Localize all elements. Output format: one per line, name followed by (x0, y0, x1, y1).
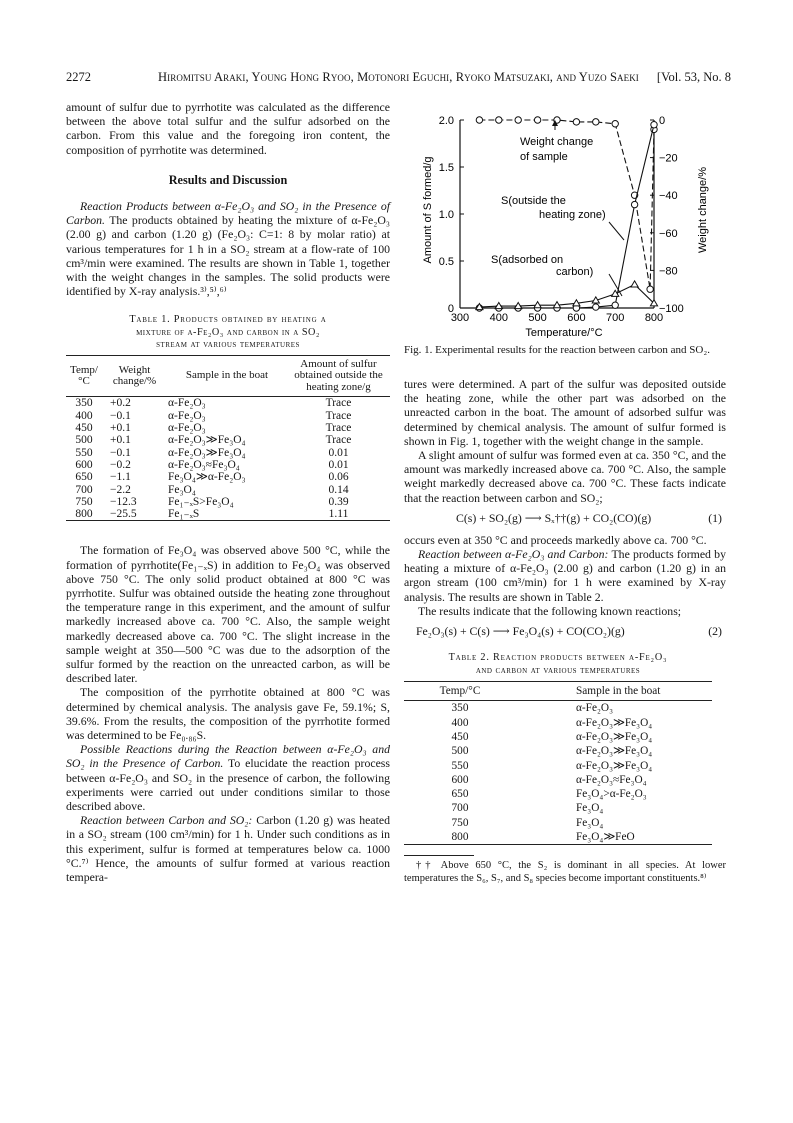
subheading: Reaction Products between α-Fe₂O₃ and SO₂ in the Presence of Carbon. (66, 199, 390, 228)
cell-sulfur: Trace (325, 409, 352, 422)
cell-sample: α-Fe₂O₃ (168, 409, 206, 422)
table-row (66, 496, 390, 508)
cell-weight: −0.1 (110, 409, 131, 422)
y-right-tick-label: −80 (659, 265, 678, 278)
section-title: Results and Discussion (168, 172, 288, 187)
cell-weight: −12.3 (110, 495, 137, 508)
cell-sample: α-Fe₂O₃≫Fe₃O₄ (168, 434, 246, 447)
author-list: Hiromitsu Araki, Young Hong Ryoo, Motonori Eguchi, Ryoko Matsuzaki, and Yuzo Saeki (158, 70, 639, 84)
y-left-tick-label: 0.5 (438, 256, 454, 268)
cell-temp: 350 (75, 397, 93, 410)
subheading: Possible Reactions during the Reaction between α-Fe₂O₃ and SO₂ in the Presence of Carbon. (66, 742, 390, 771)
annotation-outside-line1: S(outside the (501, 195, 566, 207)
table-row (404, 759, 712, 773)
table-row (66, 508, 390, 521)
annotation-adsorbed-line1: S(adsorbed on (491, 254, 564, 266)
table-row (404, 787, 712, 801)
footnote: †† Above 650 °C, the S₂ is dominant in all species. At lower temperatures the S₆, S₇, and S₈ species become important constituents.⁸⁾ (404, 860, 726, 884)
cell-weight: +0.1 (110, 434, 131, 447)
cell-temp: 400 (75, 409, 93, 422)
cell-temp: 550 (451, 759, 469, 772)
cell-sulfur: 0.01 (328, 446, 349, 459)
slight-amount-paragraph: A slight amount of sulfur was formed even at ca. 350 °C, and the amount was markedly increased above ca. 700 °C. Also, the sample weight markedly decreased above ca. 700 °C. These facts indicate that the reaction between carbon and SO₂; (404, 448, 726, 505)
data-point (476, 117, 482, 123)
data-point (593, 304, 599, 310)
y-axis-right-label: Weight change/% (697, 166, 709, 254)
column-header: Sample in the boat (576, 685, 661, 698)
data-point (631, 201, 637, 207)
equation-2-formula: Fe₂O₃(s) + C(s) ⟶ Fe₃O₄(s) + CO(CO₂)(g) (416, 624, 625, 639)
cell-sample: α-Fe₂O₃ (168, 397, 206, 410)
table-row (404, 801, 712, 815)
table-row (66, 447, 390, 459)
left-column (66, 100, 390, 884)
y-left-tick-label: 0 (447, 303, 454, 315)
cell-temp: 800 (451, 831, 469, 844)
equation-1 (404, 509, 726, 529)
cell-sample: α-Fe₂O₃≈Fe₃O₄ (576, 773, 647, 786)
page-number: 2272 (66, 70, 91, 84)
cell-weight: −0.2 (110, 458, 131, 471)
table2-caption-line: Table 2. Reaction products between α-Fe₂O₃ (448, 652, 668, 664)
table1-caption-line: Table 1. Products obtained by heating a (129, 314, 327, 326)
cell-temp: 400 (451, 716, 469, 729)
composition-paragraph: The composition of the pyrrhotite obtained at 800 °C was determined by chemical analysis. The analysis gave Fe, 59.1%; S, 39.6%. From the results, the composition of the pyrrhotite formed was determined to be Fe₀.₈₆S. (66, 685, 390, 743)
cell-temp: 650 (75, 471, 93, 484)
cell-sample: α-Fe₂O₃≫Fe₃O₄ (576, 716, 653, 729)
data-point (534, 302, 541, 308)
x-tick-label: 500 (528, 312, 547, 324)
column-header: Temp/°C (439, 685, 481, 698)
cell-sulfur: Trace (325, 397, 352, 410)
table-row (404, 816, 712, 830)
equation-1-formula: C(s) + SO₂(g) ⟶ Sₓ††(g) + CO₂(CO)(g) (456, 510, 652, 525)
table1-caption-line: mixture of α-Fe₂O₃ and carbon in a SO₂ (136, 326, 320, 338)
cell-temp: 750 (451, 816, 469, 829)
cell-sample: α-Fe₂O₃≈Fe₃O₄ (168, 458, 240, 471)
data-point (515, 117, 521, 123)
cell-sample: Fe₃O₄ (168, 483, 196, 496)
cell-temp: 700 (451, 802, 469, 815)
cell-weight: +0.2 (110, 397, 131, 410)
equation-2 (404, 622, 726, 642)
cell-temp: 600 (75, 458, 93, 471)
cell-sulfur: 0.39 (328, 495, 349, 508)
cell-temp: 450 (451, 730, 469, 743)
annotation-adsorbed-line2: carbon) (556, 266, 594, 278)
table-row (404, 730, 712, 744)
cell-temp: 500 (75, 434, 93, 447)
subheading: Reaction between Carbon and SO₂: (80, 813, 253, 828)
reaction-products-paragraph (66, 199, 390, 298)
cell-sulfur: Trace (325, 422, 352, 435)
cell-weight: −2.2 (110, 483, 131, 496)
y-right-tick-label: −20 (659, 152, 678, 165)
column-header: Sample in the boat (185, 369, 269, 382)
cell-sample: α-Fe₂O₃≫Fe₃O₄ (576, 759, 653, 772)
table-row (66, 484, 390, 496)
cell-sample: Fe₃O₄ (576, 816, 604, 829)
cell-weight: −1.1 (110, 471, 131, 484)
leader-outside (609, 222, 624, 240)
cell-sample: Fe₃O₄ (576, 802, 604, 815)
y-right-tick-label: −40 (659, 190, 678, 203)
table1-caption (66, 314, 390, 352)
cell-weight: −0.1 (110, 446, 131, 459)
column-header: Temp/ °C (70, 363, 98, 388)
intro-paragraph: amount of sulfur due to pyrrhotite was calculated as the difference between the above total sulfur and the sulfur adsorbed on the carbon. From this value and the foregoing iron content, the composition of pyrrhotite was determined. (66, 100, 390, 157)
cell-sulfur: 1.11 (328, 508, 349, 521)
cell-sample: Fe₁₋ₓS (168, 508, 200, 521)
column-header: Amount of sulfur obtained outside the heating zone/g (294, 357, 383, 393)
fe2o3-carbon-paragraph (404, 547, 726, 604)
possible-reactions-paragraph (66, 742, 390, 813)
table1 (66, 355, 390, 521)
cell-temp: 800 (75, 508, 93, 521)
cell-sample: α-Fe₂O₃≫Fe₃O₄ (576, 745, 653, 758)
cell-sample: Fe₁₋ₓS>Fe₃O₄ (168, 495, 234, 508)
carbon-so2-paragraph (66, 813, 390, 884)
x-tick-label: 700 (606, 312, 625, 324)
figure-caption: Fig. 1. Experimental results for the reaction between carbon and SO₂. (404, 344, 710, 356)
cell-sulfur: 0.01 (328, 458, 349, 471)
cell-sample: Fe₃O₄≫α-Fe₂O₃ (168, 471, 246, 484)
y-right-tick-label: −100 (659, 303, 684, 315)
annotation-weight-line1: Weight change (520, 136, 594, 148)
table-row (404, 830, 712, 845)
table-row (66, 434, 390, 446)
cell-weight: −25.5 (110, 508, 137, 521)
paragraph-body: The products obtained by heating the mixture of α-Fe₂O₃ (2.00 g) and carbon (1.20 g) (Fe₂O₃: C=1: 8 by molar ratio) at various temperatures for 1 h in a SO₂ stream at a flow-rate of 100 cm³/min were examined. The results are shown in Table 1, together with the weight changes in the samples. The solid products were identified by X-ray analysis.³⁾,⁵⁾,⁶⁾ (66, 213, 390, 299)
cell-temp: 500 (451, 745, 469, 758)
cell-sulfur: 0.06 (328, 471, 349, 484)
cell-sample: α-Fe₂O₃ (168, 422, 206, 435)
series-line (479, 285, 654, 308)
table-row (404, 773, 712, 787)
equation-2-number: (2) (708, 624, 722, 639)
data-point (612, 302, 618, 308)
x-axis-label: Temperature/°C (525, 327, 603, 338)
figure-1-chart (404, 100, 726, 338)
equation-1-number: (1) (708, 510, 722, 525)
formation-paragraph: The formation of Fe₃O₄ was observed above 500 °C, while the formation of pyrrhotite(Fe₁₋ₓS) in addition to Fe₃O₄ was observed above 750 °C. The only solid product obtained at 800 °C was pyrrhotite. Sulfur was obtained outside the heating zone throughout the temperature range in this experiment, and the amount of sulfur markedly increased above ca. 700 °C. Also, the sample weight markedly decreased above ca. 700 °C. The slight increase in the sample weight at 350—500 °C was due to the adsorption of the sulfur formed by the reaction on the unreacted carbon, as will be described later. (66, 543, 390, 686)
table1-caption-line: stream at various temperatures (156, 339, 300, 351)
volume-info: [Vol. 53, No. 8 (656, 70, 731, 84)
table-row (404, 701, 712, 716)
y-left-tick-label: 1.0 (438, 209, 454, 221)
cell-sample: α-Fe₂O₃≫Fe₃O₄ (576, 730, 653, 743)
cell-temp: 650 (451, 788, 469, 801)
cell-sulfur: Trace (325, 434, 352, 447)
x-tick-label: 800 (644, 312, 664, 324)
cell-sample: α-Fe₂O₃≫Fe₃O₄ (168, 446, 246, 459)
results-paragraph: The results indicate that the following known reactions; (418, 603, 682, 618)
cell-sample: Fe₃O₄>α-Fe₂O₃ (576, 788, 647, 801)
cell-temp: 350 (451, 702, 469, 715)
y-right-tick-label: −60 (659, 227, 678, 240)
paragraph-body: The products formed by heating a mixture of α-Fe₂O₃ (2.00 g) and carbon (1.20 g) in an argon stream (100 cm³/min) for 1 h were examined by X-ray analysis. The results are shown in Table 2. (404, 547, 726, 604)
data-point (593, 119, 599, 125)
cell-sample: Fe₃O₄≫FeO (576, 831, 635, 844)
data-point (496, 117, 502, 123)
cell-temp: 750 (75, 495, 93, 508)
data-point (612, 121, 618, 127)
data-point (573, 119, 579, 125)
figure-1 (404, 100, 726, 338)
table-row (404, 744, 712, 758)
table-row (404, 716, 712, 730)
occurs-paragraph: occurs even at 350 °C and proceeds markedly above ca. 700 °C. (404, 532, 707, 547)
cell-temp: 600 (451, 773, 469, 786)
table-row (66, 397, 390, 410)
paragraph-body: Carbon (1.20 g) was heated in a SO₂ stream (100 cm³/min) for 1 h. Under such conditions as in this experiment, sulfur is formed at temperatures below ca. 1000 °C.⁷⁾ Hence, the amounts of sulfur formed at various reaction tempera- (66, 813, 390, 885)
y-axis-left-label: Amount of S formed/g (422, 156, 434, 264)
x-tick-label: 300 (450, 312, 470, 324)
y-right-tick-label: 0 (659, 115, 666, 127)
annotation-weight-line2: of sample (520, 151, 568, 163)
data-point (647, 286, 653, 292)
column-header: Weight change/% (112, 363, 157, 388)
data-point (651, 122, 657, 128)
running-header (66, 70, 731, 86)
data-point (534, 117, 540, 123)
table-header-row (404, 682, 712, 701)
table-row (66, 410, 390, 422)
cell-temp: 450 (75, 422, 93, 435)
table-row (66, 459, 390, 471)
table2-caption-line: and carbon at various temperatures (475, 664, 641, 676)
table2-caption (404, 652, 712, 677)
subheading: Reaction between α-Fe₂O₃ and Carbon: (418, 547, 609, 562)
cell-temp: 700 (75, 483, 93, 496)
annotation-outside-line2: heating zone) (539, 209, 606, 221)
tures-paragraph: tures were determined. A part of the sulfur was deposited outside the heating zone, while the other part was adsorbed on the unreacted carbon in the boat. The amount of adsorbed sulfur was determined by chemical analysis. The amount of sulfur formed is shown in Fig. 1, together with the weight change in the sample. (404, 377, 726, 448)
table-row (66, 422, 390, 434)
x-tick-label: 600 (567, 312, 586, 324)
cell-weight: +0.1 (110, 422, 131, 435)
data-point (631, 281, 638, 287)
right-column (404, 100, 726, 885)
y-left-tick-label: 2.0 (438, 115, 454, 127)
table-row (66, 471, 390, 483)
table-header-row (66, 355, 390, 397)
y-left-tick-label: 1.5 (438, 162, 454, 174)
paragraph-body: To elucidate the reaction process between α-Fe₂O₃ and SO₂ in the presence of carbon, the following experiments were carried out under conditions similar to those described above. (66, 756, 390, 814)
table2 (404, 681, 712, 845)
cell-temp: 550 (75, 446, 93, 459)
cell-sample: α-Fe₂O₃ (576, 702, 614, 715)
x-tick-label: 400 (489, 312, 508, 324)
cell-sulfur: 0.14 (328, 483, 349, 496)
footnote-rule (404, 855, 474, 856)
